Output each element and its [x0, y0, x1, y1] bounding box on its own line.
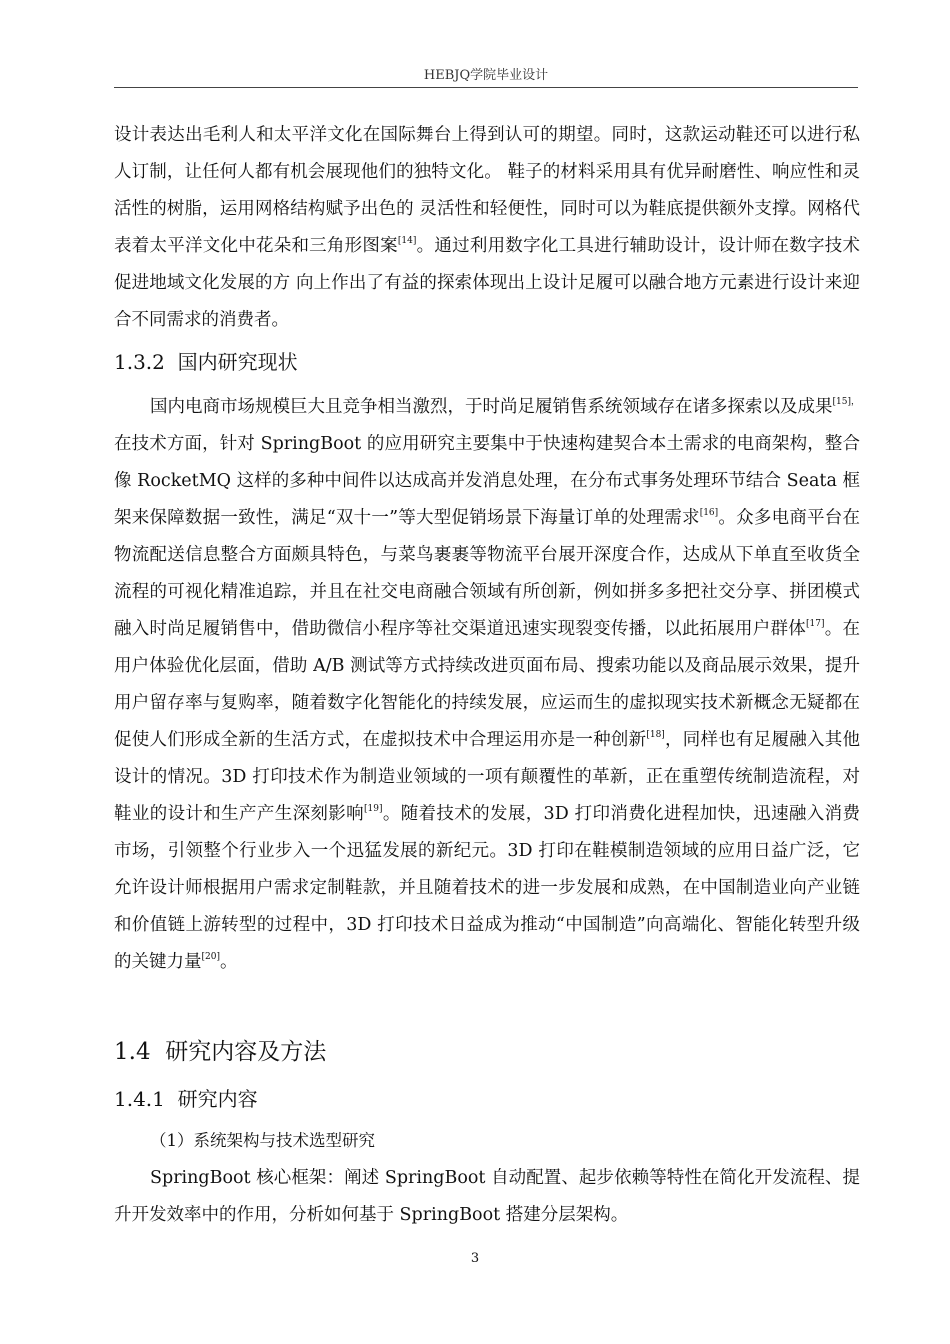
para1-line-3: 性、响应性和灵活性的树脂，运用网格结构赋予出色的 灵活性和轻便性，同时可以为鞋 [114, 162, 861, 219]
para2-text: 。随着技术的发展，3D 打印消费化进程加快，迅速融入消费市场，引领整个行业步入一个迅猛发展的新纪元。3D 打印在鞋模制造领域的应用日益广泛，它允许设计师根据用户需求定制鞋款，并且随着技术的进一步发展和成熟，在中国制造业向产业链和价值链上游转型的过程中，3D 打印技术日益成为推动“中国制造”向高端化、智能化转型升级的关键力量 [114, 804, 860, 972]
citation-18: [18] [646, 730, 665, 740]
para1-line-1: 设计表达出毛利人和太平洋文化在国际舞台上得到认可的期望。同时，这款运动鞋还可以 [114, 125, 807, 145]
page-number: 3 [470, 1251, 480, 1266]
para2-text: ，同样也有足履融入其他设计的情况。3D 打印技术作为制造业领域的一项有颠覆性的革新，正在重塑传统制造流程，对鞋业的设计和生产产生深刻影响 [114, 730, 860, 824]
para1-text: 行辅助设计，设计师在数字技术促进地域文化发展的方 向上作出了有益的探索体现出上设计足履可以融合地方元素进行设计来迎合不同需求的消费者。 [114, 236, 861, 330]
section-number: 1.3.2 [114, 350, 165, 374]
para1-text: 。通过利用数字化工具进 [416, 236, 612, 256]
list-item-1: （1）系统架构与技术选型研究 [150, 1131, 375, 1150]
citation-15: [15]， [832, 397, 860, 407]
section-title: 国内研究现状 [177, 350, 298, 374]
citation-17: [17] [806, 619, 825, 629]
citation-16: [16] [699, 508, 719, 518]
section-heading-1-4 [114, 1033, 326, 1066]
section-number: 1.4 [114, 1039, 151, 1065]
header-rule [114, 87, 858, 88]
paragraph-3: SpringBoot 核心框架：阐述 SpringBoot 自动配置、起步依赖等特性在简化开发流程、提升开发效率中的作用，分析如何基于 SpringBoot 搭建分层架构。 [114, 1168, 860, 1225]
paragraph-2 [114, 389, 860, 981]
section-title: 研究内容 [177, 1087, 258, 1111]
running-header: HEBJQ学院毕业设计 [423, 68, 549, 83]
para2-text: 。众多电商平台在物流配送信息整合方面颇具特色，与菜鸟裹裹等物流平台展开深度合作，达成从下单直至收货全流程的可视化精准追踪，并且在社交电商融合领域有所创新，例如拼多多把社交分享、拼团模式融入时尚足履销售中，借助微信小程序等社交渠道迅速实现裂变传播，以此拓展用户群体 [114, 508, 861, 639]
para2-text: 国内电商市场规模巨大且竞争相当激烈，于时尚足履销售系统领域存在诸多探索以及成果 [150, 397, 833, 417]
section-title: 研究内容及方法 [165, 1039, 327, 1065]
para2-text: 。 [219, 952, 238, 972]
para1-text: 底提供额外支撑。网格代表着太平洋文化中花朵和三角形图案 [114, 199, 860, 256]
citation-20: [20] [201, 952, 220, 962]
para1-line-2: 进行私人订制，让任何人都有机会展现他们的独特文化。 鞋子的材料采用具有优异耐磨 [114, 125, 861, 182]
para2-text: 在技术方面，针对 SpringBoot 的应用研究主要集中于快速构建契合本土需求的电商架构，整合像 RocketMQ 这样的多种中间件以达成高并发消息处理，在分布式事务处理环节结合 Seata 框架来保障数据一致性，满足“双十一”等大型促销场景下海量订单的处理需求 [114, 434, 860, 528]
section-heading-1-4-1 [114, 1083, 258, 1112]
citation-19: [19] [364, 804, 383, 814]
section-number: 1.4.1 [114, 1087, 165, 1111]
citation-14: [14] [397, 236, 417, 246]
section-heading-1-3-2 [114, 346, 298, 375]
paragraph-1 [114, 117, 860, 339]
para2-text: 。在用户体验优化层面，借助 A/B 测试等方式持续改进页面布局、搜索功能以及商品展示效果，提升用户留存率与复购率，随着数字化智能化的持续发展，应运而生的虚拟现实技术新概念无疑都在促使人们形成全新的生活方式，在虚拟技术中合理运用亦是一种创新 [114, 619, 861, 750]
